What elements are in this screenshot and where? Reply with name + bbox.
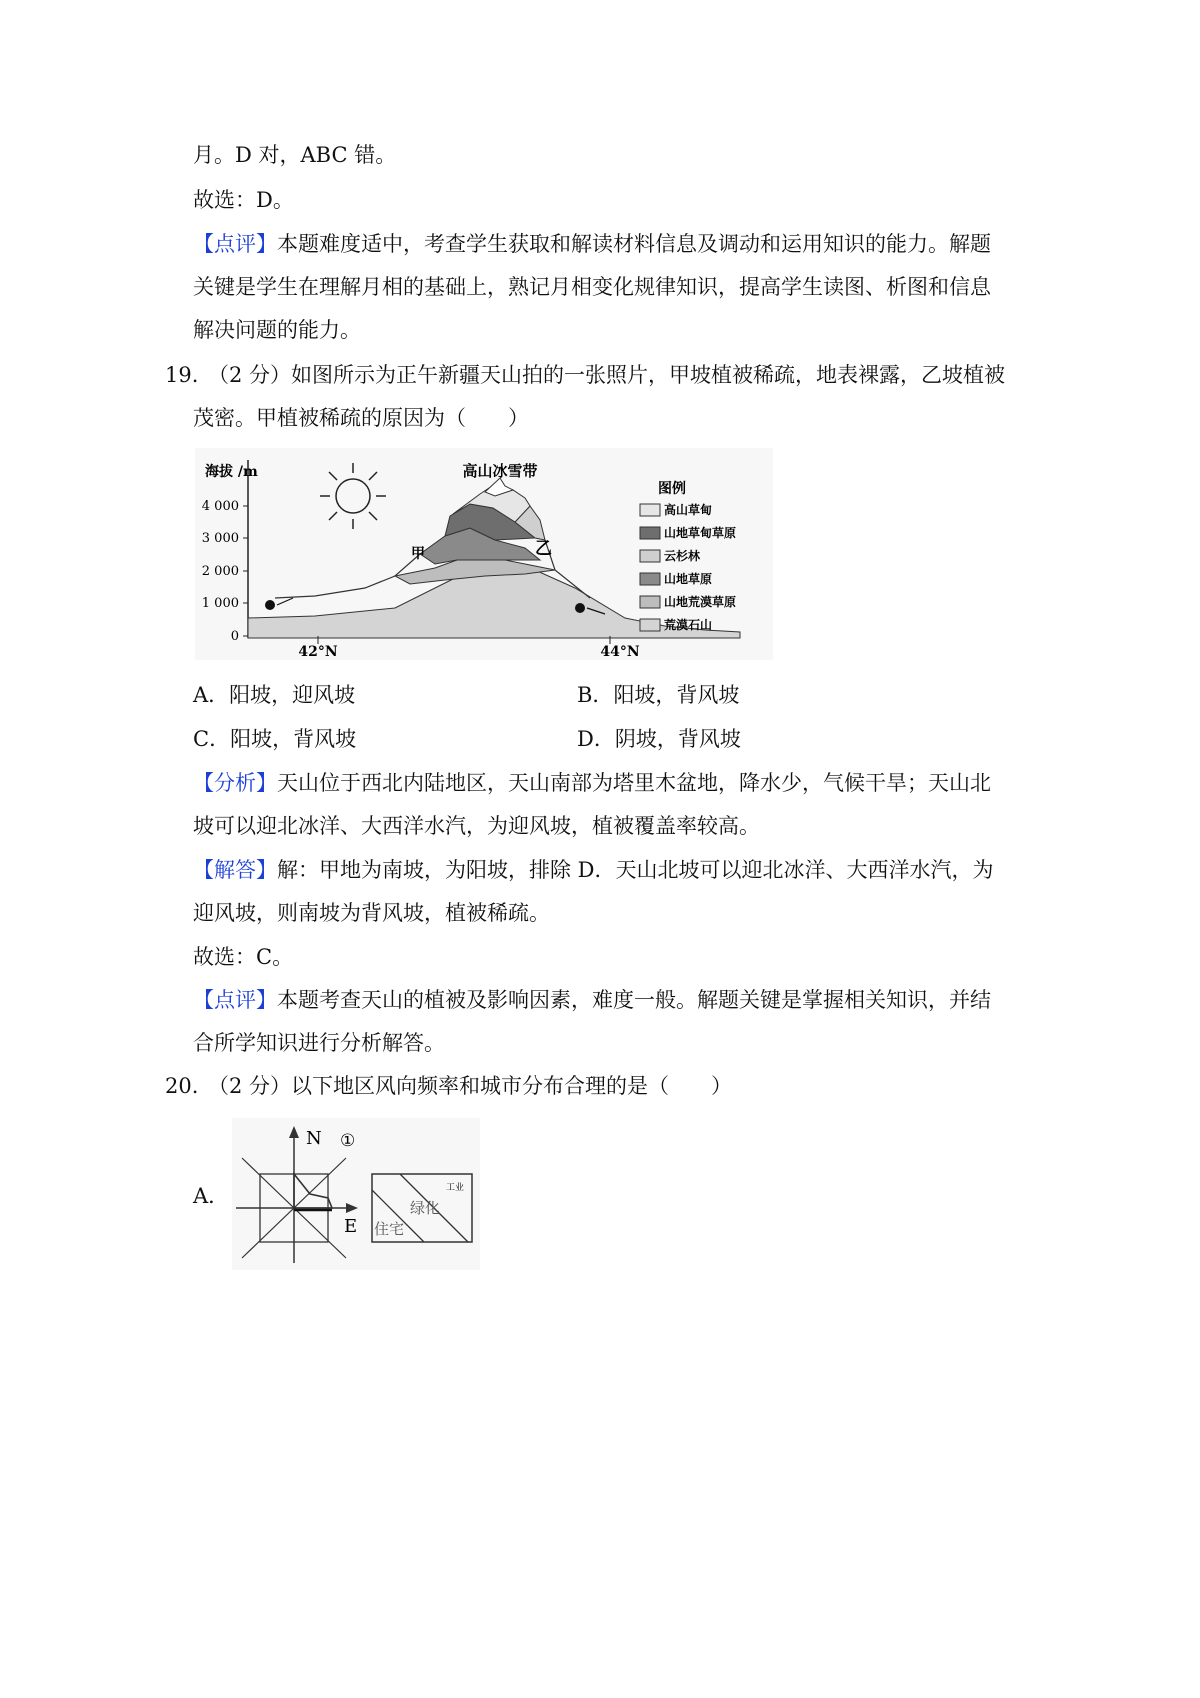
- option-text: 阴坡，背风坡: [614, 727, 741, 751]
- q19-choice: 故选：C。: [193, 945, 294, 969]
- legend-label-spruce: 云杉林: [664, 549, 701, 563]
- q18-comment-line-1: [193, 229, 991, 259]
- analysis-text: 天山位于西北内陆地区，天山南部为塔里木盆地，降水少，气候干旱；天山北: [277, 771, 991, 795]
- x-tick-44N: 44°N: [600, 644, 640, 660]
- legend-swatch-desert-steppe: [640, 596, 660, 608]
- y-axis-label: 海拔 /m: [205, 464, 258, 480]
- option-letter: A．: [193, 683, 230, 707]
- east-label: E: [344, 1216, 358, 1237]
- option-letter: D．: [577, 727, 615, 751]
- legend-label-meadow-steppe: 山地草甸草原: [664, 526, 737, 540]
- zone-green-label: 绿化: [410, 1199, 441, 1217]
- comment-text: 本题考查天山的植被及影响因素，难度一般。解题关键是掌握相关知识，并结: [277, 988, 991, 1012]
- q19-analysis-line-1: [193, 768, 991, 798]
- q18-comment-line-3: 解决问题的能力。: [193, 318, 361, 342]
- legend-label-mountain-steppe: 山地草原: [664, 572, 713, 586]
- answer-tag: 【解答】: [193, 858, 277, 882]
- q20-stem: （2 分）以下地区风向频率和城市分布合理的是（ ）: [208, 1074, 733, 1098]
- q19-answer-line-2: 迎风坡，则南坡为背风坡，植被稀疏。: [193, 901, 550, 925]
- q19-comment-line-1: [193, 985, 991, 1015]
- legend-swatch-mountain-steppe: [640, 573, 660, 585]
- q18-comment-line-2: 关键是学生在理解月相的基础上，熟记月相变化规律知识，提高学生读图、析图和信息: [193, 275, 991, 299]
- slope-jia-label: 甲: [411, 546, 425, 562]
- figure-index: ①: [340, 1131, 356, 1151]
- legend-label-alpine-meadow: 高山草甸: [664, 503, 713, 517]
- y-tick-4000: 4 000: [201, 499, 239, 514]
- q19-option-a: [193, 680, 355, 710]
- answer-text: 解：甲地为南坡，为阳坡，排除 D．天山北坡可以迎北冰洋、大西洋水汽，为: [277, 858, 994, 882]
- legend-swatch-desert-rock: [640, 619, 660, 631]
- q18-choice: 故选：D。: [193, 188, 294, 212]
- legend-swatch-spruce: [640, 550, 660, 562]
- q20-number: 20.: [165, 1074, 199, 1098]
- comment-text: 本题难度适中，考查学生获取和解读材料信息及调动和运用知识的能力。解题: [277, 232, 991, 256]
- option-text: 阳坡，迎风坡: [229, 683, 356, 707]
- comment-tag: 【点评】: [193, 988, 277, 1012]
- q19-analysis-line-2: 坡可以迎北冰洋、大西洋水汽，为迎风坡，植被覆盖率较高。: [193, 814, 760, 838]
- legend-label-desert-rock: 荒漠石山: [664, 618, 713, 632]
- q19-stem-line-1: （2 分）如图所示为正午新疆天山拍的一张照片，甲坡植被稀疏，地表裸露，乙坡植被: [208, 363, 1006, 387]
- comment-tag: 【点评】: [193, 232, 277, 256]
- q19-comment-line-2: 合所学知识进行分析解答。: [193, 1031, 445, 1055]
- option-letter: B．: [577, 683, 614, 707]
- q19-option-b: [577, 680, 739, 710]
- q19-option-d: [577, 724, 741, 754]
- q19-answer-line-1: [193, 855, 994, 885]
- y-tick-2000: 2 000: [201, 564, 239, 579]
- north-label: N: [306, 1128, 322, 1149]
- y-tick-1000: 1 000: [201, 596, 239, 611]
- left-river-icon: [265, 600, 275, 610]
- q20-option-a-letter: A．: [193, 1184, 230, 1208]
- x-tick-42N: 42°N: [298, 644, 338, 660]
- legend-label-desert-steppe: 山地荒漠草原: [664, 595, 737, 609]
- option-letter: C．: [193, 727, 231, 751]
- option-text: 阳坡，背风坡: [613, 683, 740, 707]
- legend-swatch-alpine-meadow: [640, 504, 660, 516]
- slope-yi-label: 乙: [535, 539, 552, 559]
- peak-label: 高山冰雪带: [462, 462, 538, 480]
- analysis-tag: 【分析】: [193, 771, 277, 795]
- q18-continuation: 月。D 对，ABC 错。: [193, 143, 397, 167]
- option-text: 阳坡，背风坡: [230, 727, 357, 751]
- y-tick-0: 0: [230, 629, 239, 644]
- zone-industry-label: 工业: [446, 1183, 465, 1193]
- wind-rose-figure: [232, 1118, 480, 1270]
- legend-title: 图例: [658, 481, 686, 497]
- legend-swatch-meadow-steppe: [640, 527, 660, 539]
- q19-number: 19.: [165, 363, 199, 387]
- zone-residential-label: 住宅: [374, 1220, 405, 1238]
- y-tick-3000: 3 000: [201, 531, 239, 546]
- q19-option-c: [193, 724, 356, 754]
- q19-stem-line-2: 茂密。甲植被稀疏的原因为（ ）: [193, 406, 529, 430]
- tianshan-profile-figure: [195, 448, 773, 660]
- right-river-icon: [575, 603, 585, 613]
